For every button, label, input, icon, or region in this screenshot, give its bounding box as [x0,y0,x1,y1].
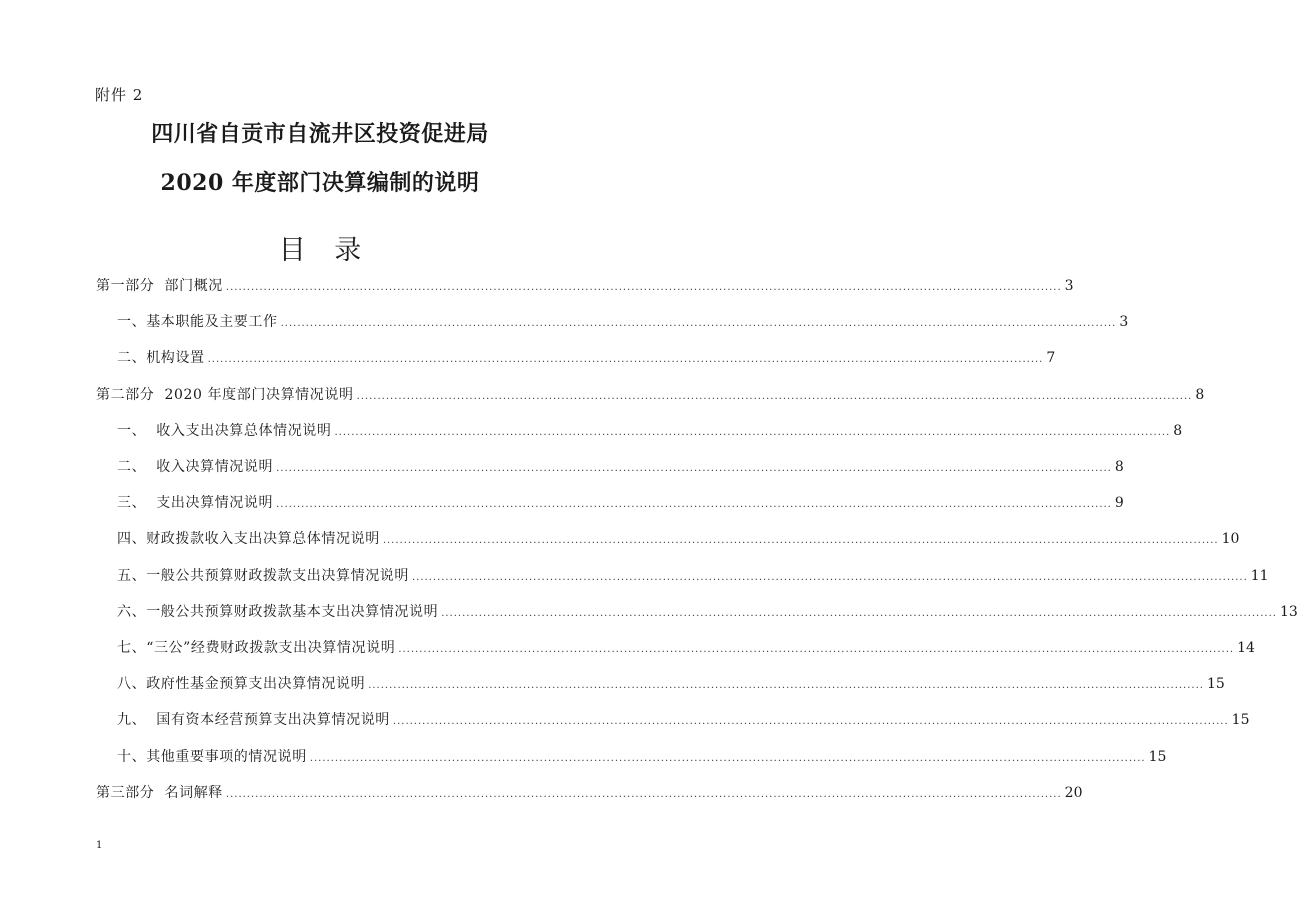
toc-entry-title: 十、其他重要事项的情况说明 [117,748,307,765]
toc-entry[interactable] [117,313,1129,333]
toc-entry[interactable] [96,277,1074,297]
toc-entry[interactable] [117,567,1269,587]
toc-dot-leader: ........................................................................................................................................................................................................ [309,752,1146,764]
toc-entry-title: 二、 收入决算情况说明 [117,459,274,475]
toc-entry-title: 二、机构设置 [117,350,205,367]
toc-dot-leader: ........................................................................................................................................................................................................ [368,680,1204,692]
toc-dot-leader: ........................................................................................................................................................................................................ [207,354,1044,366]
document-title-line-2: 2020 年度部门决算编制的说明 [160,170,480,196]
toc-dot-leader: ........................................................................................................................................................................................................ [276,463,1112,474]
toc-entry-title: 九、 国有资本经营预算支出决算情况说明 [117,712,390,729]
toc-dot-leader: ........................................................................................................................................................................................................ [382,535,1219,547]
toc-entry[interactable] [96,386,1205,406]
toc-dot-leader: ........................................................................................................................................................................................................ [334,426,1171,438]
toc-dot-leader: ........................................................................................................................................................................................................ [276,499,1112,511]
toc-entry-title: 一、基本职能及主要工作 [117,314,278,331]
attachment-label: 附件 2 [95,86,144,104]
page-number: 1 [96,840,103,851]
toc-entry[interactable] [117,530,1240,550]
toc-entry[interactable] [117,748,1167,768]
toc-entry-page: 11 [1250,567,1269,584]
toc-dot-leader: ........................................................................................................................................................................................................ [225,788,1062,800]
toc-entry[interactable] [117,349,1056,369]
toc-entry-title: 七、“三公”经费财政拨款支出决算情况说明 [117,640,396,656]
toc-entry-title: 八、政府性基金预算支出决算情况说明 [117,676,366,693]
toc-dot-leader: ........................................................................................................................................................................................................ [441,607,1277,619]
toc-entry-page: 8 [1195,386,1205,403]
toc-entry[interactable] [117,675,1225,695]
toc-dot-leader: ........................................................................................................................................................................................................ [412,571,1248,583]
toc-entry[interactable] [117,494,1124,514]
toc-entry-title: 第三部分 名词解释 [96,784,223,801]
toc-entry-page: 8 [1173,422,1183,439]
toc-entry[interactable] [96,784,1083,804]
toc-entry-title: 一、 收入支出决算总体情况说明 [117,422,332,439]
toc-entry-title: 第一部分 部门概况 [96,278,223,294]
toc-entry-page: 3 [1064,278,1074,294]
toc-entry-page: 15 [1148,748,1167,765]
toc-entry-page: 15 [1206,676,1225,693]
toc-entry-page: 10 [1221,531,1240,548]
toc-dot-leader: ........................................................................................................................................................................................................ [356,390,1193,402]
toc-dot-leader: ........................................................................................................................................................................................................ [225,282,1062,293]
toc-entry-title: 四、财政拨款收入支出决算总体情况说明 [117,531,380,548]
toc-entry-page: 3 [1119,314,1129,331]
toc-dot-leader: ........................................................................................................................................................................................................ [280,318,1117,330]
toc-heading: 目 录 [278,235,372,266]
toc-entry-title: 六、一般公共预算财政拨款基本支出决算情况说明 [117,603,439,620]
toc-entry-page: 13 [1279,603,1298,620]
toc-entry-title: 三、 支出决算情况说明 [117,495,274,512]
toc-entry[interactable] [117,711,1250,731]
toc-entry-title: 五、一般公共预算财政拨款支出决算情况说明 [117,567,409,584]
toc-entry-page: 20 [1064,784,1083,801]
toc-entry-page: 7 [1046,350,1056,367]
toc-entry-title: 第二部分 2020 年度部门决算情况说明 [96,386,354,403]
toc-entry[interactable] [117,422,1183,442]
document-title-line-1: 四川省自贡市自流井区投资促进局 [151,121,489,147]
toc-entry-page: 9 [1114,495,1124,512]
toc-entry-page: 14 [1237,640,1255,656]
toc-entry[interactable] [117,639,1255,659]
toc-dot-leader: ........................................................................................................................................................................................................ [392,716,1229,728]
toc-entry-page: 8 [1114,459,1124,475]
toc-entry[interactable] [117,458,1124,478]
toc-dot-leader: ........................................................................................................................................................................................................ [398,644,1235,655]
toc-entry-page: 15 [1231,712,1250,729]
toc-entry[interactable] [117,603,1298,623]
